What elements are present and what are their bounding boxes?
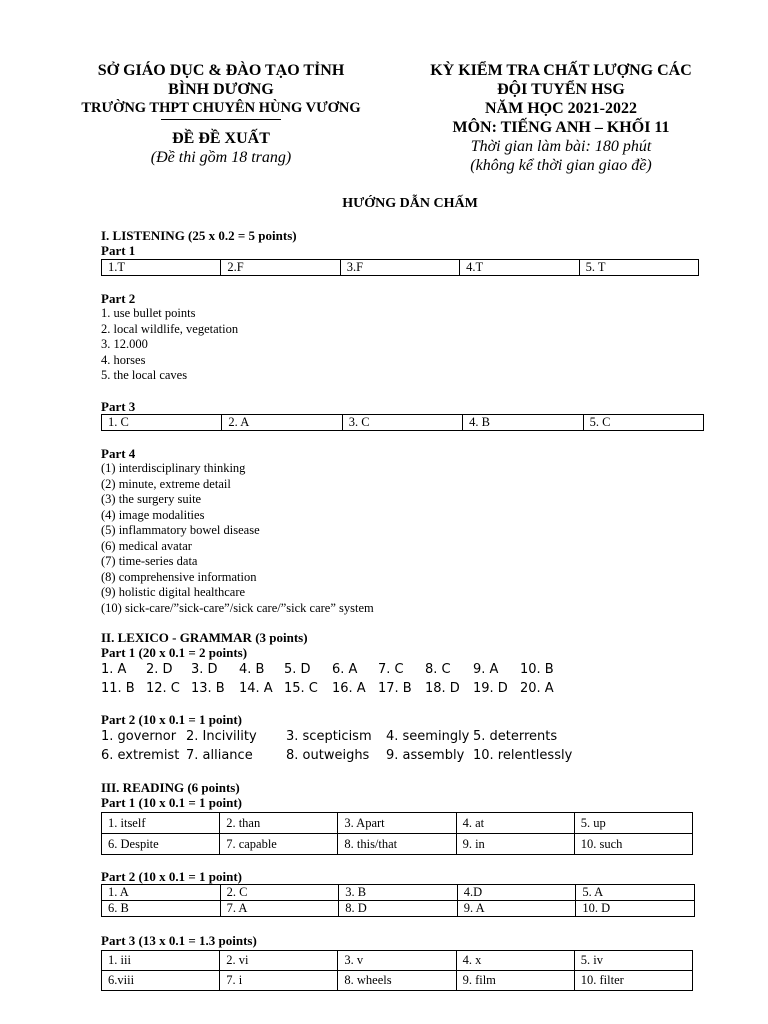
answer-item: 9. A (473, 662, 499, 677)
answer-item: 11. B (101, 681, 135, 696)
answer-item: 4. seemingly (386, 729, 470, 744)
answer-cell: 10. D (576, 901, 695, 917)
table-row (102, 813, 693, 834)
reading-heading: III. READING (6 points) (101, 780, 240, 795)
answer-item: 3. D (191, 662, 218, 677)
answer-cell: 6. B (102, 901, 221, 917)
answer-cell: 2. vi (220, 951, 338, 971)
subject: MÔN: TIẾNG ANH – KHỐI 11 (452, 119, 670, 136)
listening-part3-label: Part 3 (101, 399, 136, 414)
answer-cell: 7. A (220, 901, 339, 917)
answer-item: 1. A (101, 662, 127, 677)
answer-item: 2. Incivility (186, 729, 257, 744)
list-item: 4. horses (101, 352, 146, 367)
table-row (102, 834, 693, 855)
answer-item: 10. B (520, 662, 554, 677)
answer-cell: 2.F (221, 260, 340, 276)
answer-cell: 4.T (460, 260, 579, 276)
answer-cell: 4. at (456, 813, 574, 834)
answer-item: 20. A (520, 681, 554, 696)
header-right (402, 61, 720, 175)
answer-item: 9. assembly (386, 748, 465, 763)
answer-cell: 3.F (340, 260, 459, 276)
table-row (102, 971, 693, 991)
answer-item: 2. D (146, 662, 173, 677)
answer-cell: 5. C (583, 415, 703, 431)
answer-cell: 2. C (220, 885, 339, 901)
list-item: 2. local wildlife, vegetation (101, 321, 239, 336)
answer-item: 3. scepticism (286, 729, 372, 744)
answer-cell: 4. B (463, 415, 583, 431)
answer-cell: 9. in (456, 834, 574, 855)
reading-part2-table (101, 884, 695, 917)
answer-item: 1. governor (101, 729, 177, 744)
answer-cell: 5. up (574, 813, 692, 834)
answer-cell: 9. film (456, 971, 574, 991)
listening-heading: I. LISTENING (25 x 0.2 = 5 points) (101, 228, 297, 243)
answer-item: 8. C (425, 662, 451, 677)
answer-cell: 3. Apart (338, 813, 456, 834)
lexico-part1-row1 (101, 660, 565, 679)
listening-part4-list (101, 461, 374, 616)
school-year: NĂM HỌC 2021-2022 (485, 100, 637, 117)
answer-cell: 1. A (102, 885, 221, 901)
list-item: (8) comprehensive information (101, 569, 257, 584)
table-row (102, 885, 695, 901)
answer-cell: 3. B (339, 885, 458, 901)
province-name: BÌNH DƯƠNG (168, 81, 274, 98)
answer-cell: 10. filter (574, 971, 692, 991)
dept-name: SỞ GIÁO DỤC & ĐÀO TẠO TỈNH (97, 62, 345, 79)
list-item: (5) inflammatory bowel disease (101, 523, 260, 537)
answer-cell: 6.viii (102, 971, 220, 991)
answer-cell: 8. wheels (338, 971, 456, 991)
answer-cell: 2. A (222, 415, 342, 431)
list-item: (6) medical avatar (101, 538, 192, 553)
answer-cell: 3. v (338, 951, 456, 971)
answer-cell: 7. capable (220, 834, 338, 855)
list-item: (4) image modalities (101, 507, 205, 522)
answer-item: 6. extremist (101, 748, 180, 763)
reading-part1-table (101, 812, 693, 855)
answer-cell: 5. iv (574, 951, 692, 971)
answer-item: 15. C (284, 681, 318, 696)
answer-item: 16. A (332, 681, 366, 696)
list-item: 3. 12.000 (101, 337, 148, 351)
listening-part2-label: Part 2 (101, 291, 136, 306)
answer-item: 12. C (146, 681, 180, 696)
answer-cell: 9. A (457, 901, 576, 917)
answer-cell: 2. than (220, 813, 338, 834)
answer-cell: 5. T (579, 260, 698, 276)
answer-item: 8. outweighs (286, 748, 370, 763)
answer-cell: 5. A (576, 885, 695, 901)
listening-part4-label: Part 4 (101, 446, 136, 461)
answer-item: 5. deterrents (473, 729, 558, 744)
answer-cell: 10. such (574, 834, 692, 855)
answer-item: 5. D (284, 662, 311, 677)
exam-title-line1: KỲ KIỂM TRA CHẤT LƯỢNG CÁC (430, 62, 692, 79)
reading-part3-table (101, 950, 693, 991)
table-row (102, 415, 704, 431)
answer-item: 7. alliance (186, 748, 253, 763)
lexico-part1-row2 (101, 679, 565, 698)
answer-cell: 7. i (220, 971, 338, 991)
reading-part3-label: Part 3 (13 x 0.1 = 1.3 points) (101, 933, 257, 948)
table-row (102, 901, 695, 917)
lexico-part2-row1 (101, 727, 583, 746)
answer-item: 7. C (378, 662, 404, 677)
answer-item: 18. D (425, 681, 460, 696)
table-row (102, 951, 693, 971)
exam-type: ĐỀ ĐỀ XUẤT (172, 130, 270, 147)
lexico-part2-label: Part 2 (10 x 0.1 = 1 point) (101, 712, 243, 727)
lexico-part2-row2 (101, 746, 583, 765)
answer-cell: 3. C (342, 415, 462, 431)
list-item: (2) minute, extreme detail (101, 476, 231, 491)
answer-item: 6. A (332, 662, 358, 677)
doc-title: HƯỚNG DẪN CHẤM (342, 196, 478, 211)
answer-item: 10. relentlessly (473, 748, 573, 763)
listening-part1-table (101, 259, 699, 276)
table-row (102, 260, 699, 276)
lexico-part1-label: Part 1 (20 x 0.1 = 2 points) (101, 645, 248, 660)
answer-item: 14. A (239, 681, 273, 696)
list-item: (10) sick-care/”sick-care”/sick care/”sick care” system (101, 600, 374, 615)
answer-cell: 1. itself (102, 813, 220, 834)
header-underline (161, 119, 281, 120)
answer-item: 4. B (239, 662, 265, 677)
time-allowed: Thời gian làm bài: 180 phút (470, 138, 652, 155)
exam-title-line2: ĐỘI TUYỂN HSG (497, 81, 625, 98)
pages-note: (Đề thi gồm 18 trang) (150, 149, 292, 166)
list-item: (1) interdisciplinary thinking (101, 461, 246, 475)
answer-cell: 6. Despite (102, 834, 220, 855)
answer-cell: 8. D (339, 901, 458, 917)
header-left (60, 61, 382, 167)
listening-part1-label: Part 1 (101, 243, 136, 258)
answer-cell: 1.T (102, 260, 221, 276)
list-item: (7) time-series data (101, 554, 198, 568)
answer-cell: 1. iii (102, 951, 220, 971)
list-item: (3) the surgery suite (101, 492, 202, 506)
answer-cell: 8. this/that (338, 834, 456, 855)
answer-item: 13. B (191, 681, 225, 696)
answer-item: 19. D (473, 681, 508, 696)
time-note: (không kể thời gian giao đề) (470, 157, 652, 174)
lexico-heading: II. LEXICO - GRAMMAR (3 points) (101, 630, 308, 645)
answer-item: 17. B (378, 681, 412, 696)
answer-cell: 4. x (456, 951, 574, 971)
answer-cell: 1. C (102, 415, 222, 431)
listening-part2-list (101, 306, 238, 384)
reading-part2-label: Part 2 (10 x 0.1 = 1 point) (101, 869, 243, 884)
reading-part1-label: Part 1 (10 x 0.1 = 1 point) (101, 795, 243, 810)
list-item: (9) holistic digital healthcare (101, 585, 246, 599)
list-item: 5. the local caves (101, 368, 188, 382)
list-item: 1. use bullet points (101, 306, 196, 320)
listening-part3-table (101, 414, 704, 431)
answer-cell: 4.D (457, 885, 576, 901)
school-name: TRƯỜNG THPT CHUYÊN HÙNG VƯƠNG (81, 100, 361, 116)
